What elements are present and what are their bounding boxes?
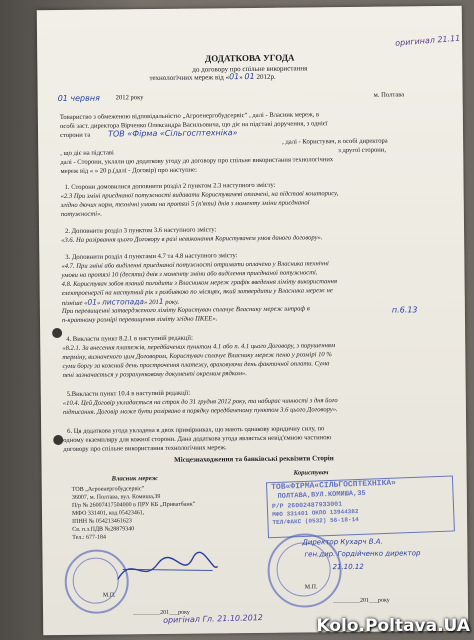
owner-line: Тел.: 677-184: [72, 534, 107, 541]
owner-signature-icon: [112, 548, 222, 589]
city: м. Полтава: [373, 91, 405, 99]
p6-line-3: договору про спільне використання технологічних мереж.: [63, 444, 227, 453]
hw-date-day: 01: [228, 72, 240, 82]
intro-line-3: сторони та: [60, 131, 91, 140]
p1-line-4: потужності».: [60, 210, 103, 219]
p4-line-2: «8.2.1. За внесення платежів, передбачених пунктом 4.1 або п. 4.1 цього Договору, з порушенням: [62, 342, 336, 352]
p3-line-6: пізніше «01» листопада» 2011 року.: [61, 296, 180, 307]
hw-company-name: ТОВ «Фірма «Сільгосптехніка»: [107, 128, 238, 139]
p5-line-3: підписання. Договір може бути розірвано в порядку передбаченому пунктом 3.6 цього Договору».: [62, 406, 338, 416]
hw-p3-note: п.6.13: [391, 305, 418, 315]
p3-line-2: «4.7. При зміні або виділенні приєднаної потужності отримати оплачено у Власника технічні: [61, 260, 329, 270]
owner-line: ТОВ „Агроенергобудсервіс”: [71, 486, 145, 493]
requisites-title: Місцезнаходження та банківські реквізити Сторін: [174, 454, 334, 464]
owner-sign-line: _________201___року: [133, 609, 190, 617]
hw-p3-day: 01: [87, 297, 98, 307]
p2-line-2: «3.6. На розірвання цього Договору в разі невиконання Користувачем умов даного договору».: [61, 234, 323, 244]
owner-line: Св. п.з.ПДВ №28879340: [72, 526, 135, 533]
hw-agreement-date: 01 червня: [57, 93, 100, 104]
p1-line-1: 1. Сторони домовилися доповнити розділ 2 пунктом 2.3 наступного змісту:: [64, 181, 276, 191]
p3-line-8: n-кратному розмірі перевищення ліміту згідно ПКЕЕ».: [61, 315, 218, 324]
intro-line-2: особі заст. директора Вірченко Олександра Васильовича, що діє на підставі доручення, з однієї: [59, 120, 328, 131]
handwritten-corner-note: оригинал 21.11: [394, 33, 461, 48]
owner-title: Власник мереж: [111, 475, 158, 483]
p2-line-1: 2. Доповнити розділ 3 пунктом 3.6 наступного змісту:: [65, 226, 217, 235]
user-stamp-line: ТЕЛ/ФАКС (0532) 56-18-14: [272, 515, 359, 527]
punch-hole-icon: [53, 435, 63, 445]
intro-line-6: з другої сторони,: [338, 146, 387, 155]
user-mp: М.П.: [304, 584, 318, 591]
user-title: Користувач: [293, 469, 329, 477]
p3-line-5: електроенергії на наступний рік з розбивкою по місяцях, який затвердити у Власника мереж не: [61, 287, 333, 297]
doc-title: ДОДАТКОВА УГОДА: [204, 52, 295, 64]
user-stamp-line: ПОЛТАВА,ВУЛ.КОМИША,35: [277, 489, 366, 501]
user-stamp-box: [266, 475, 455, 538]
p5-line-1: 5.Викласти пункт 10.4 в наступній редакції:: [66, 389, 191, 398]
p4-line-3: терміну, визначеного цим Договором, Користувач сплачує Власнику мереж пеню у розмірі 10 %: [62, 351, 332, 361]
subtitle-text: технологічних мереж від «: [149, 73, 230, 83]
subtitle-year: 2012р.: [256, 72, 276, 81]
p3-not-later: пізніше «: [61, 299, 88, 307]
user-hw-line: 21.10.12: [332, 562, 364, 572]
owner-line: МФО 331401, код 05423461,: [71, 510, 145, 517]
p6-line-2: одному екземпляру для кожної сторони. Дана додаткова угода являється невід'ємною частиною: [63, 434, 332, 444]
p3-line-1: 3. Доповнити розділ 4 пунктами 4.7 та 4.8 наступного змісту:: [65, 252, 238, 261]
hw-p3-month: листопада: [101, 297, 145, 307]
owner-line: 36007, м. Полтава, вул. Комиша,39: [71, 493, 161, 501]
p4-line-1: 4. Викласти пункт 8.2.1 в наступній редакції:: [66, 334, 193, 343]
agreement-year: 2012 року: [115, 94, 144, 102]
intro-line-4: , далі - Користувач, в особі директора: [282, 137, 388, 146]
doc-subtitle-1: до договору про спільне використання: [192, 64, 308, 74]
p1-line-3: згідно дючих норм, технічні умови на протязі 5 (п'яти) днів з моменту зміни приєднаної: [60, 199, 310, 210]
p5-line-2: «10.4. Цей Договір укладається на строк до 31 грудня 2012 року, та набирає чинності з дня його: [62, 397, 338, 407]
p3-year-prefix: » 201: [143, 298, 159, 307]
p4-line-5: пені зазначається у розрахунковому документі окремим рядком».: [62, 370, 247, 379]
intro-line-8: мереж від « » 20 р.(далі - Договір) про наступне:: [60, 166, 197, 176]
intro-line-1: Товариство з обмеженою відповідальністю „Агроенергобудсервіс” , далі - Власник мереж, в: [59, 111, 320, 122]
user-stamp-line: ТОВ«ФІРМА«СІЛЬГОСПТЕХНІКА»: [271, 478, 397, 493]
user-sign-line: _________201___року: [332, 597, 390, 605]
owner-line: П/р № 26007417504000 в ПРУ КБ „Приватбанк”: [71, 501, 196, 509]
p3-line-3: умови на протязі 10 (десяти) днів з моменту зміни або виділення приєднаної потужності.: [61, 269, 318, 279]
intro-line-5: , що діє на підставі: [60, 149, 114, 158]
p4-line-4: суми боргу за кожний день прострочення платежу, враховуючи день фактичної оплати. Сума: [62, 360, 330, 370]
document-page: [37, 6, 469, 635]
p3-year-suffix: року.: [163, 298, 180, 306]
doc-subtitle-2: технологічних мереж від «01» 01 2012р.: [149, 71, 276, 83]
p3-line-7: При перевищенні затвердженого ліміту Користувач сплачує Власнику мереж штраф в: [61, 305, 310, 315]
hw-bottom-note: оригінал Гл. 21.10.2012: [163, 613, 264, 625]
p3-line-4: 4.8. Користувач зобов язаний погодити з Власником мереж графік введення ліміту використання: [61, 278, 338, 288]
p1-line-2: «2.3 При зміні приєднаної потужності видавати Користувачеві оплачені, на підставі кошторису,: [60, 190, 339, 201]
p6-line-1: 6. Ця додаткова угода укладена в двох примірниках, що мають однакову юридичну силу, по: [67, 425, 325, 435]
intro-line-7: далі - Сторони, уклали цю додаткову угоду до договору про спільне використання технологічних: [60, 156, 334, 167]
owner-line: ІПНН № 054213461623: [72, 518, 132, 525]
punch-hole-icon: [52, 328, 62, 338]
owner-mp: М.П.: [102, 592, 116, 599]
site-watermark: Kolo.Poltava.UA: [316, 616, 470, 636]
hw-date-month: 01: [244, 71, 255, 82]
hw-p3-year: 1: [158, 296, 164, 306]
user-hw-line: ген.дир. Гордійченко директор: [304, 549, 421, 559]
user-stamp-line: МФО 331401 ОКПО 13944382: [272, 507, 359, 519]
user-hw-line: Директор Кухарч В.А.: [302, 537, 383, 547]
user-stamp-line: Р/Р 26002487933001: [271, 500, 343, 511]
